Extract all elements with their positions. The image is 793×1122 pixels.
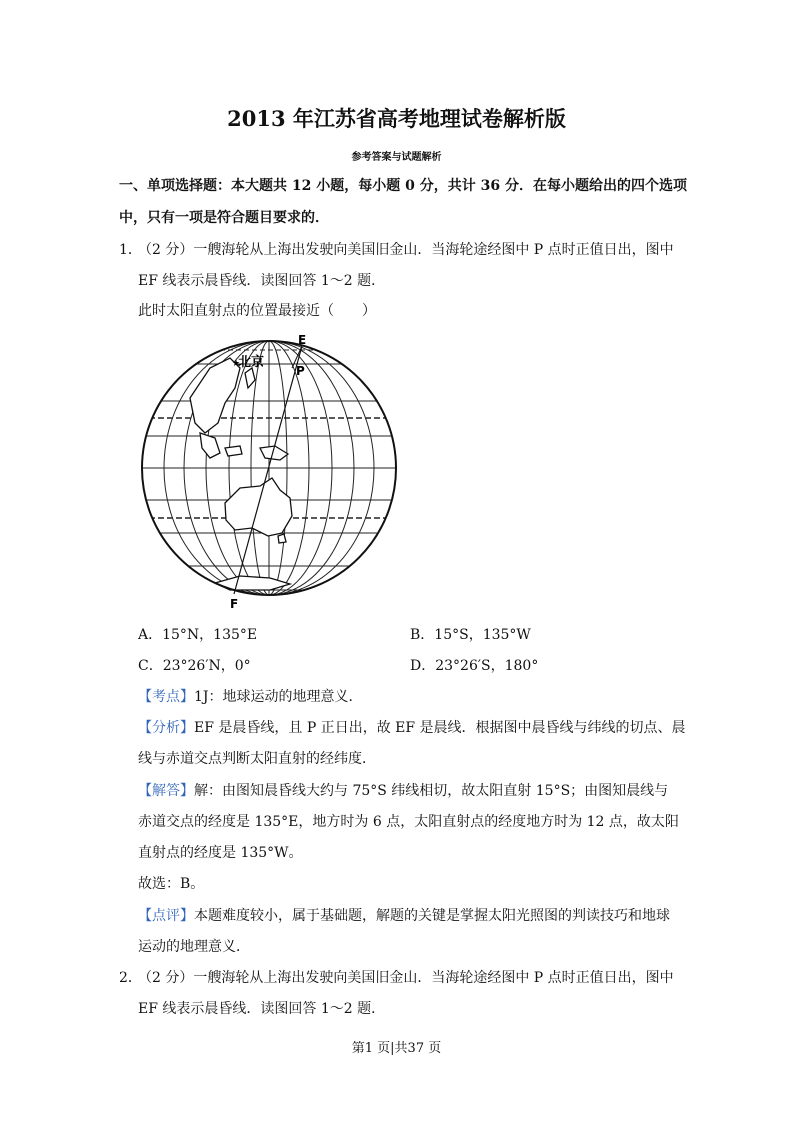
question-2-stem-line1: （2 分）一艘海轮从上海出发驶向美国旧金山．当海轮途经图中 P 点时正值日出，图中 [138, 970, 674, 986]
label-f: F [230, 597, 239, 611]
question-1-stem-line1: （2 分）一艘海轮从上海出发驶向美国旧金山．当海轮途经图中 P 点时正值日出，图中 [138, 242, 674, 258]
label-beijing: 北京 [238, 355, 265, 370]
option-c: C．23°26′N，0° [138, 658, 251, 674]
page-title: 2013 年江苏省高考地理试卷解析版 [227, 106, 566, 131]
fenxi-tag: 【分析】 [138, 720, 194, 736]
jieda-row [138, 780, 668, 800]
question-1-number: 1． [119, 242, 142, 258]
option-a: A．15°N，135°E [138, 627, 258, 643]
continent-outlines [190, 358, 292, 590]
kaodian-text: 1J：地球运动的地理意义． [194, 689, 363, 705]
kaodian-row [138, 686, 363, 706]
dianping-row [138, 905, 670, 925]
globe-figure [130, 328, 410, 613]
question-2-stem-line2: EF 线表示晨昏线．读图回答 1～2 题． [138, 1001, 386, 1017]
question-1-prompt: 此时太阳直射点的位置最接近（ ） [138, 303, 376, 319]
jieda-text-line2: 赤道交点的经度是 135°E，地方时为 6 点，太阳直射点的经度地方时为 12 点，故太阳 [138, 814, 679, 830]
terminator-line-ef [234, 346, 302, 594]
kaodian-tag: 【考点】 [138, 689, 194, 705]
jieda-text-line1: 解：由图知晨昏线大约与 75°S 纬线相切，故太阳直射 15°S；由图知晨线与 [194, 783, 669, 799]
fenxi-row [138, 717, 686, 737]
dianping-tag: 【点评】 [138, 908, 194, 924]
dianping-text-line2: 运动的地理意义． [138, 939, 250, 955]
dianping-text-line1: 本题难度较小，属于基础题，解题的关键是掌握太阳光照图的判读技巧和地球 [194, 908, 670, 924]
fenxi-text-line2: 线与赤道交点判断太阳直射的经纬度． [138, 751, 376, 767]
question-1-stem-line2: EF 线表示晨昏线．读图回答 1～2 题． [138, 273, 386, 289]
section-header-line1: 一、单项选择题：本大题共 12 小题，每小题 0 分，共计 36 分．在每小题给出的四个选项 [119, 178, 687, 194]
option-b: B．15°S，135°W [410, 627, 531, 643]
page-subtitle: 参考答案与试题解析 [351, 152, 442, 163]
option-d: D．23°26′S，180° [410, 658, 539, 674]
label-e: E [298, 333, 307, 347]
section-header-line2: 中，只有一项是符合题目要求的． [119, 210, 329, 226]
beijing-marker-icon: ★ [232, 359, 241, 369]
jieda-tag: 【解答】 [138, 783, 194, 799]
label-p: P [296, 364, 305, 378]
fenxi-text-line1: EF 是晨昏线，且 P 正日出，故 EF 是晨线．根据图中晨昏线与纬线的切点、晨 [194, 720, 686, 736]
jieda-text-line3: 直射点的经度是 135°W。 [138, 845, 303, 861]
question-2-number: 2． [119, 970, 142, 986]
answer-text: 故选：B。 [138, 876, 205, 892]
page-footer: 第1 页|共37 页 [351, 1041, 442, 1056]
